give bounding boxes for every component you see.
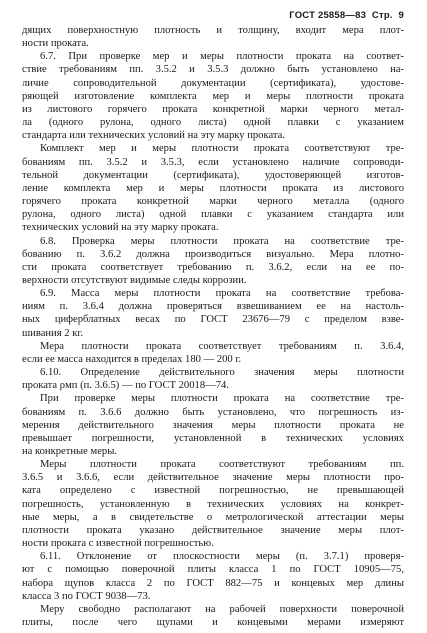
- text-line: бованиям пп. 3.5.2 и 3.5.3, если установлено наличие сопроводи-: [22, 156, 404, 168]
- text-line: стандарта или технических условий на эту марку проката.: [22, 130, 285, 142]
- text-line: 6.9. Масса меры плотности проката на соответствие требова-: [40, 288, 404, 300]
- text-line: 3.6.5 и 3.6.6, если действительное значение меры плотности про-: [22, 472, 404, 484]
- document-page: [22, 8, 404, 629]
- text-line: на конкретные меры.: [22, 446, 117, 457]
- body-text: [22, 24, 404, 629]
- text-line: класса 3 по ГОСТ 9038—73.: [22, 590, 151, 602]
- standard-number: ГОСТ 25858—83: [289, 10, 367, 21]
- text-line: рулона, одного листа) одной плавки с указанием стандарта или: [22, 209, 404, 221]
- text-line: ности проката.: [22, 38, 89, 50]
- text-line: личие сопроводительной документации (сертификата), удостове-: [22, 77, 404, 89]
- text-line: Мера плотности проката соответствует требованиям п. 3.6.4,: [40, 340, 404, 352]
- text-line: ных циферблатных весах по ГОСТ 23676—79 с пределом взве-: [22, 314, 404, 326]
- text-line: 6.7. При проверке мер и меры плотности проката на соответ-: [40, 51, 404, 63]
- text-line: горячего проката конкретной марки черного металла (одного: [22, 196, 404, 208]
- text-line: верхности отсутствуют видимые следы коррозии.: [22, 274, 247, 286]
- text-line: бованиям п. 3.6.6 должно быть установлено, что погрешность из-: [22, 406, 404, 418]
- text-line: ряющей изготовление комплекта мер и меры плотности проката: [22, 90, 404, 102]
- text-line: погрешность, установленную в технических условиях на конкрет-: [22, 498, 404, 510]
- text-line: 6.10. Определение действительного значения меры плотности: [40, 367, 404, 379]
- text-line: бованию п. 3.6.2 должна производиться визуально. Мера плотно-: [22, 248, 404, 260]
- text-line: 6.11. Отклонение от плоскостности меры (п. 3.7.1) проверя-: [40, 551, 404, 563]
- text-line: мерения действительного значения меры плотности проката не: [22, 419, 404, 431]
- text-line: проката ρмп (п. 3.6.5) — по ГОСТ 20018—74.: [22, 380, 229, 392]
- text-line: ла (одного рулона, одного листа) одной плавки с указанием: [22, 117, 404, 129]
- text-line: плиты, после чего щупами и концевыми мерами измеряют: [22, 617, 404, 629]
- text-line: Комплект мер и меры плотности проката соответствуют тре-: [40, 143, 404, 155]
- page-header: [22, 8, 404, 24]
- text-line: если ее масса находится в пределах 180 — 200 г.: [22, 353, 242, 365]
- text-line: ката определено с известной погрешностью, не превышающей: [22, 485, 404, 497]
- text-line: ности проката с известной погрешностью.: [22, 538, 214, 550]
- text-line: ствие требованиям пп. 3.5.2 и 3.5.3 должно быть установлено на-: [22, 64, 404, 76]
- text-line: ление комплекта мер и меры плотности проката из листового: [22, 182, 404, 194]
- text-line: При проверке меры плотности проката на соответствие тре-: [40, 393, 404, 405]
- text-line: сти проката соответствует требованию п. 3.6.2, если на ее по-: [22, 261, 404, 273]
- text-line: набора щупов класса 2 по ГОСТ 882—75 и концевых мер длины: [22, 577, 404, 589]
- text-line: из листового горячего проката конкретной марки черного метал-: [22, 103, 404, 115]
- page-number: 9: [398, 10, 404, 21]
- text-line: ют с помощью поверочной плиты класса 1 по ГОСТ 10905—75,: [22, 564, 404, 576]
- text-line: шивания 2 кг.: [22, 327, 84, 339]
- text-line: плотности проката указано действительное значение меры плот-: [22, 524, 404, 536]
- page-label: Стр.: [371, 10, 393, 21]
- text-line: дящих поверхностную плотность и толщину, входит мера плот-: [22, 25, 404, 36]
- text-line: превышает погрешности, установленной в технических условиях: [22, 432, 404, 444]
- text-line: Меру свободно располагают на рабочей поверхности поверочной: [40, 603, 404, 615]
- text-line: технических условий на эту марку проката.: [22, 222, 219, 234]
- text-line: Меры плотности проката соответствуют требованиям пп.: [40, 459, 404, 471]
- text-line: ные меры, а в свидетельстве о метрологической аттестации меры: [22, 511, 404, 523]
- text-line: ниям п. 3.6.4 должна проверяться взвешиванием ее на настоль-: [22, 301, 404, 313]
- text-line: тельной документации (сертификата), удостоверяющей изготов-: [22, 169, 404, 181]
- text-line: 6.8. Проверка меры плотности проката на соответствие тре-: [40, 235, 404, 247]
